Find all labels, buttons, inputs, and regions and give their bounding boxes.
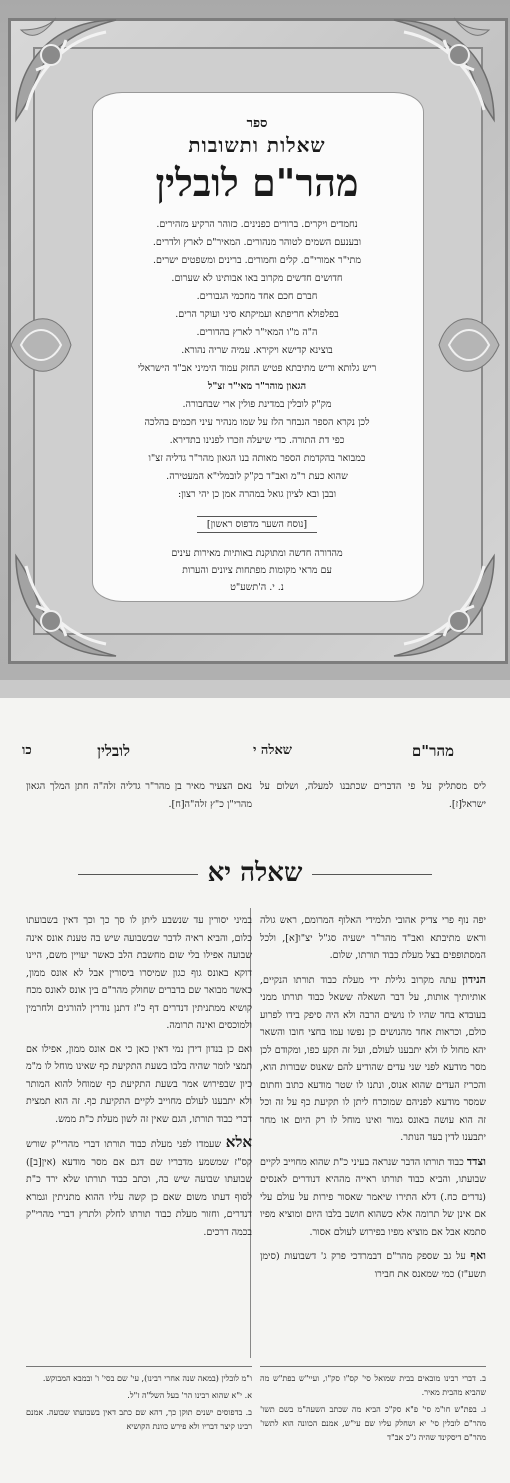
description-line: נחמדים ויקרים. ברורים כפנינים. כזוהר הרקיע מזהירים. bbox=[156, 219, 358, 230]
paragraph-lead: הנידון bbox=[462, 972, 486, 986]
paragraph-lead: אלא bbox=[225, 1133, 252, 1151]
header-title-right: מהר"ם bbox=[411, 742, 454, 760]
footnote-rule bbox=[260, 1366, 486, 1367]
paragraph-text: על גב שספק מהר"ם דבמרדכי פרק ג' דשבועות (סימן תשע"ז) כמי שמאנס את חבירו bbox=[260, 1251, 486, 1280]
siman-heading bbox=[0, 858, 510, 888]
description-line: ה"ה מ"ו המאי"ר לארץ בהדורים. bbox=[196, 327, 318, 338]
top-paragraph-left bbox=[26, 778, 252, 819]
footnote: ו"מ לובלין (במאה שנה אחרי רבינו), עי' שם בסי' ו' ובמבא המבוקש. bbox=[42, 1374, 252, 1383]
heading-rule bbox=[78, 874, 198, 875]
footnote: א. י"א שהוא רבינו הר' בעל השל"ה ז"ל. bbox=[127, 1391, 252, 1400]
title-description bbox=[98, 216, 416, 504]
side-ornament-icon bbox=[6, 300, 76, 390]
side-ornament-icon bbox=[434, 300, 504, 390]
description-line: שהוא כעת ר"מ ואב"ד בק"ק לובמלי"א המעטירה. bbox=[166, 471, 348, 482]
header-title-left: לובלין bbox=[97, 742, 130, 760]
running-header bbox=[0, 742, 510, 766]
publisher-info bbox=[98, 545, 416, 596]
title-text-block bbox=[98, 115, 416, 596]
description-line: ובבן ובא לציון גואל במהרה אמן כן יהי רצון: bbox=[177, 489, 337, 500]
footnote-rule bbox=[26, 1366, 252, 1367]
description-line: ובענעם השמים לטוהר מנהורים. המאיר"ם לארץ ולדרים. bbox=[152, 237, 362, 248]
edition-note: [נוסח השער מדפוס ראשון] bbox=[197, 516, 317, 533]
sefer-label: ספר bbox=[246, 116, 268, 131]
paragraph bbox=[260, 1153, 486, 1242]
paragraph-text: יפה נוף פרי צדיק אהובי תלמידי האלוף המרומם, ראש גולה וראש מתיבתא ואב"ד מהר"ר ישעיה סג"ל יצ"ו[א], ולכל המסתופפים בצל מעלת כבוד תורתו, שלום. bbox=[260, 915, 486, 961]
paragraph bbox=[260, 912, 486, 965]
text-page bbox=[0, 698, 510, 1483]
body-column-right bbox=[260, 912, 486, 1289]
footnote: ב. דברי רבינו מובאים בבית שמואל סי' קס"ו סק"ו, ועיי"ש בפת"ש מה שהביא מהבית מאיר. bbox=[260, 1374, 486, 1397]
paragraph: ליס מסתליק על פי הדברים שכתבנו למעלה, ושלום על ישראל[ז]. bbox=[260, 781, 486, 810]
description-line: כפי דת התורה. כדי שיעלה וזכרו לפנינו בתדירא. bbox=[169, 435, 345, 446]
paragraph-text: כבוד תורתו הדבר שנראה בעיני כ"ת שהוא מחוייב לקיים שבועתו, והביא כבוד תורתו ראייה מההיא דנודרים לאנסים (נדרים כח.) דלא התירו שיאמר שאסור פירות על עולם עלי אם אינן של תרומה אלא כשהוא חושב בלבו היום ומוציא מפיו סתמא אבל אם מוציא מפיו בפירוש לעולם אסור. bbox=[260, 1156, 486, 1238]
description-line: מק"ק לובלין במדינת פולין ארי שבחבורה. bbox=[182, 399, 332, 410]
book-subtitle: שאלות ותשובות bbox=[188, 133, 326, 157]
description-line: בפלפולא חריפתא ועמיקתא סיני ועוקר הרים. bbox=[175, 309, 339, 320]
paragraph-lead: ואף bbox=[470, 1249, 486, 1262]
publisher-line: עם מראי מקומות מפתחות ציונים והערות bbox=[182, 565, 332, 576]
paragraph bbox=[26, 1134, 252, 1241]
description-line: לכן נקרא הספר הנבחר הלז על שמו מנהיר עיני חכמים בהלכה bbox=[144, 417, 370, 428]
book-title: מהר"ם לובלין bbox=[155, 160, 359, 205]
description-line: כמבואר בהקדמת הספר מאותה בנו הגאון מהר"ר גדליה זצ"ו bbox=[148, 453, 366, 464]
footnotes-right bbox=[260, 1372, 486, 1448]
footnotes-left bbox=[26, 1372, 252, 1437]
header-siman: שאלה י bbox=[252, 743, 292, 758]
description-line: חברם חכם אחד מחכמי הגבורים. bbox=[196, 291, 318, 302]
top-paragraph-right bbox=[260, 778, 486, 819]
description-line: מתי"ר אמורי"ם. קלים וחמורים. ברינים ומשפטים ישרים. bbox=[153, 255, 361, 266]
siman-title: שאלה יא bbox=[207, 858, 303, 888]
paragraph bbox=[26, 912, 252, 1035]
paragraph bbox=[260, 971, 486, 1147]
title-page bbox=[0, 0, 510, 680]
paragraph-lead: וצדד bbox=[466, 1154, 486, 1168]
publisher-line: מהדורה חדשה ומתוקנת באותיות מאירות עינים bbox=[171, 548, 343, 559]
page-gap bbox=[0, 680, 510, 698]
paragraph-text: במיני יסורין עד שנשבע ליתן לו סך כך וכך דאין בשבועתו כלום, והביא ראיה לדבר שבשבועה שיש בה טענת אונס אינה שבועה אפילו בלי שום מחשבת הלב כאשר יעויין משם, היינו דוקא באונס גוף כגון שמיסרו ביסורין אבל לא אונס ממון, כאשר מבואר שם בדברים שחולק מהר"ם בין אונס לאונס מכח קושיא ממתניתין דנדרים דף כ"ז דתנן נודרין להורגים ולחרמין ולמוכסים ואינה תרומה. bbox=[26, 915, 252, 1031]
body-column-left bbox=[26, 912, 252, 1247]
description-line: הגאון מוהר"ר מאי"ר זצ"ל bbox=[207, 381, 307, 392]
heading-rule bbox=[312, 874, 432, 875]
paragraph-text: עתה מקרוב גלילת ידי מעלת כבוד תורתו הנקיים, אותיותיך אותות, על דבר השאלה ששאל כבוד תורתו ממני בעובדא בחד שהיו לו נושים הרבה ולא היה סיפק בידו לפרוע כולם, וכראות אחד מהנושים כן נפשו עמו בחצי חובו והשאר יהא מחול לו ולא יתבענו לעולם, ועל זה תקע כפו, ומקודם לכן מסר מודעא לפני שני עדים שהודיע להם שאנוס שבורות הוא, והכריז העדים שהוא אנוס, ונתנו לו שטר מודעא כתוב וחתום שמסר מודעא לפניהם שמוכרח ליתן לו תקיעת כף על זה וכל זה הוא עושה באונס גמור ואינו מוחל לו רק היום או מחר יתבענו לדין בעד הנותר. bbox=[260, 974, 486, 1143]
paragraph bbox=[260, 1247, 486, 1283]
description-line: ריש גלותא וריש מתיבתא פטיש החזק עמוד הימיני אב"ד הישראלי bbox=[137, 363, 377, 374]
page-number: כו bbox=[22, 743, 32, 758]
publisher-line: נ. י. ה'תשע"ט bbox=[230, 582, 284, 593]
description-line: חדושים חדשים מקרוב באו אבותינו לא שערום. bbox=[171, 273, 343, 284]
paragraph-text: שעמדו לפני מעלת כבוד תורתו דברי מהרי"ק שורש קס"ז שמשמע מדבריו שם דגם אם מסר מודעא (אין[ב]) שבועתו שבועה שיש בה, וכתב כבוד תורתו שלא ירד כ"ת לסוף דעתו משום שאם כן קשה עליו ההוא מתניתין וגמרא דנדרים, וחזור מעלת כבוד תורתו לחלק ולתרץ דברי מהרי"ק בכמה דרכים. bbox=[26, 1139, 252, 1238]
paragraph-text: ואם כן בנדון דידן נמי דאין כאן כי אם אונס ממון, אפילו אם תמצי לומר שהיה בלבו בשעת התקיעת כף שאינו מוחל לו מ"מ כיון שבפירוש אמר בשעת התקיעת כף שמוחל להוא המותר ולא יתבענו לעולם מחוייב לקיים התקיעת כף. זה הוא תמצית דברי כבוד תורתו, הגם שאין זה לשון מעלת כ"ת ממש. bbox=[26, 1043, 252, 1125]
footnote: ב. בדפוסים ישנים תוקן כך, דהא שם כתב דאין בשבועתו שבועה. אמנם רבינו קיצר דבריו ולא פירש כוונת הקושיא bbox=[26, 1408, 252, 1431]
footnote: ג. בפת"ש חו"מ סי' פ"א סק"כ הביא מה שכתב השעה"מ בשם תשו' מהר"ם לובלין סי' יא ושחלק עליו שם עי"ש, אמנם הכוונה הוא לתשו' מהר"ם דיסקינד שהיה ג"כ אב"ד bbox=[260, 1405, 486, 1442]
paragraph bbox=[26, 1041, 252, 1129]
paragraph: נאם הצעיר מאיר בן מהר"ר גדליה זלה"ה חתן המלך הגאון מהרי"ן כ"ץ זלה"ה[ח]. bbox=[26, 781, 252, 810]
description-line: בוצינא קדישא ויקירא. עמיה שריה נהורא. bbox=[181, 345, 333, 356]
